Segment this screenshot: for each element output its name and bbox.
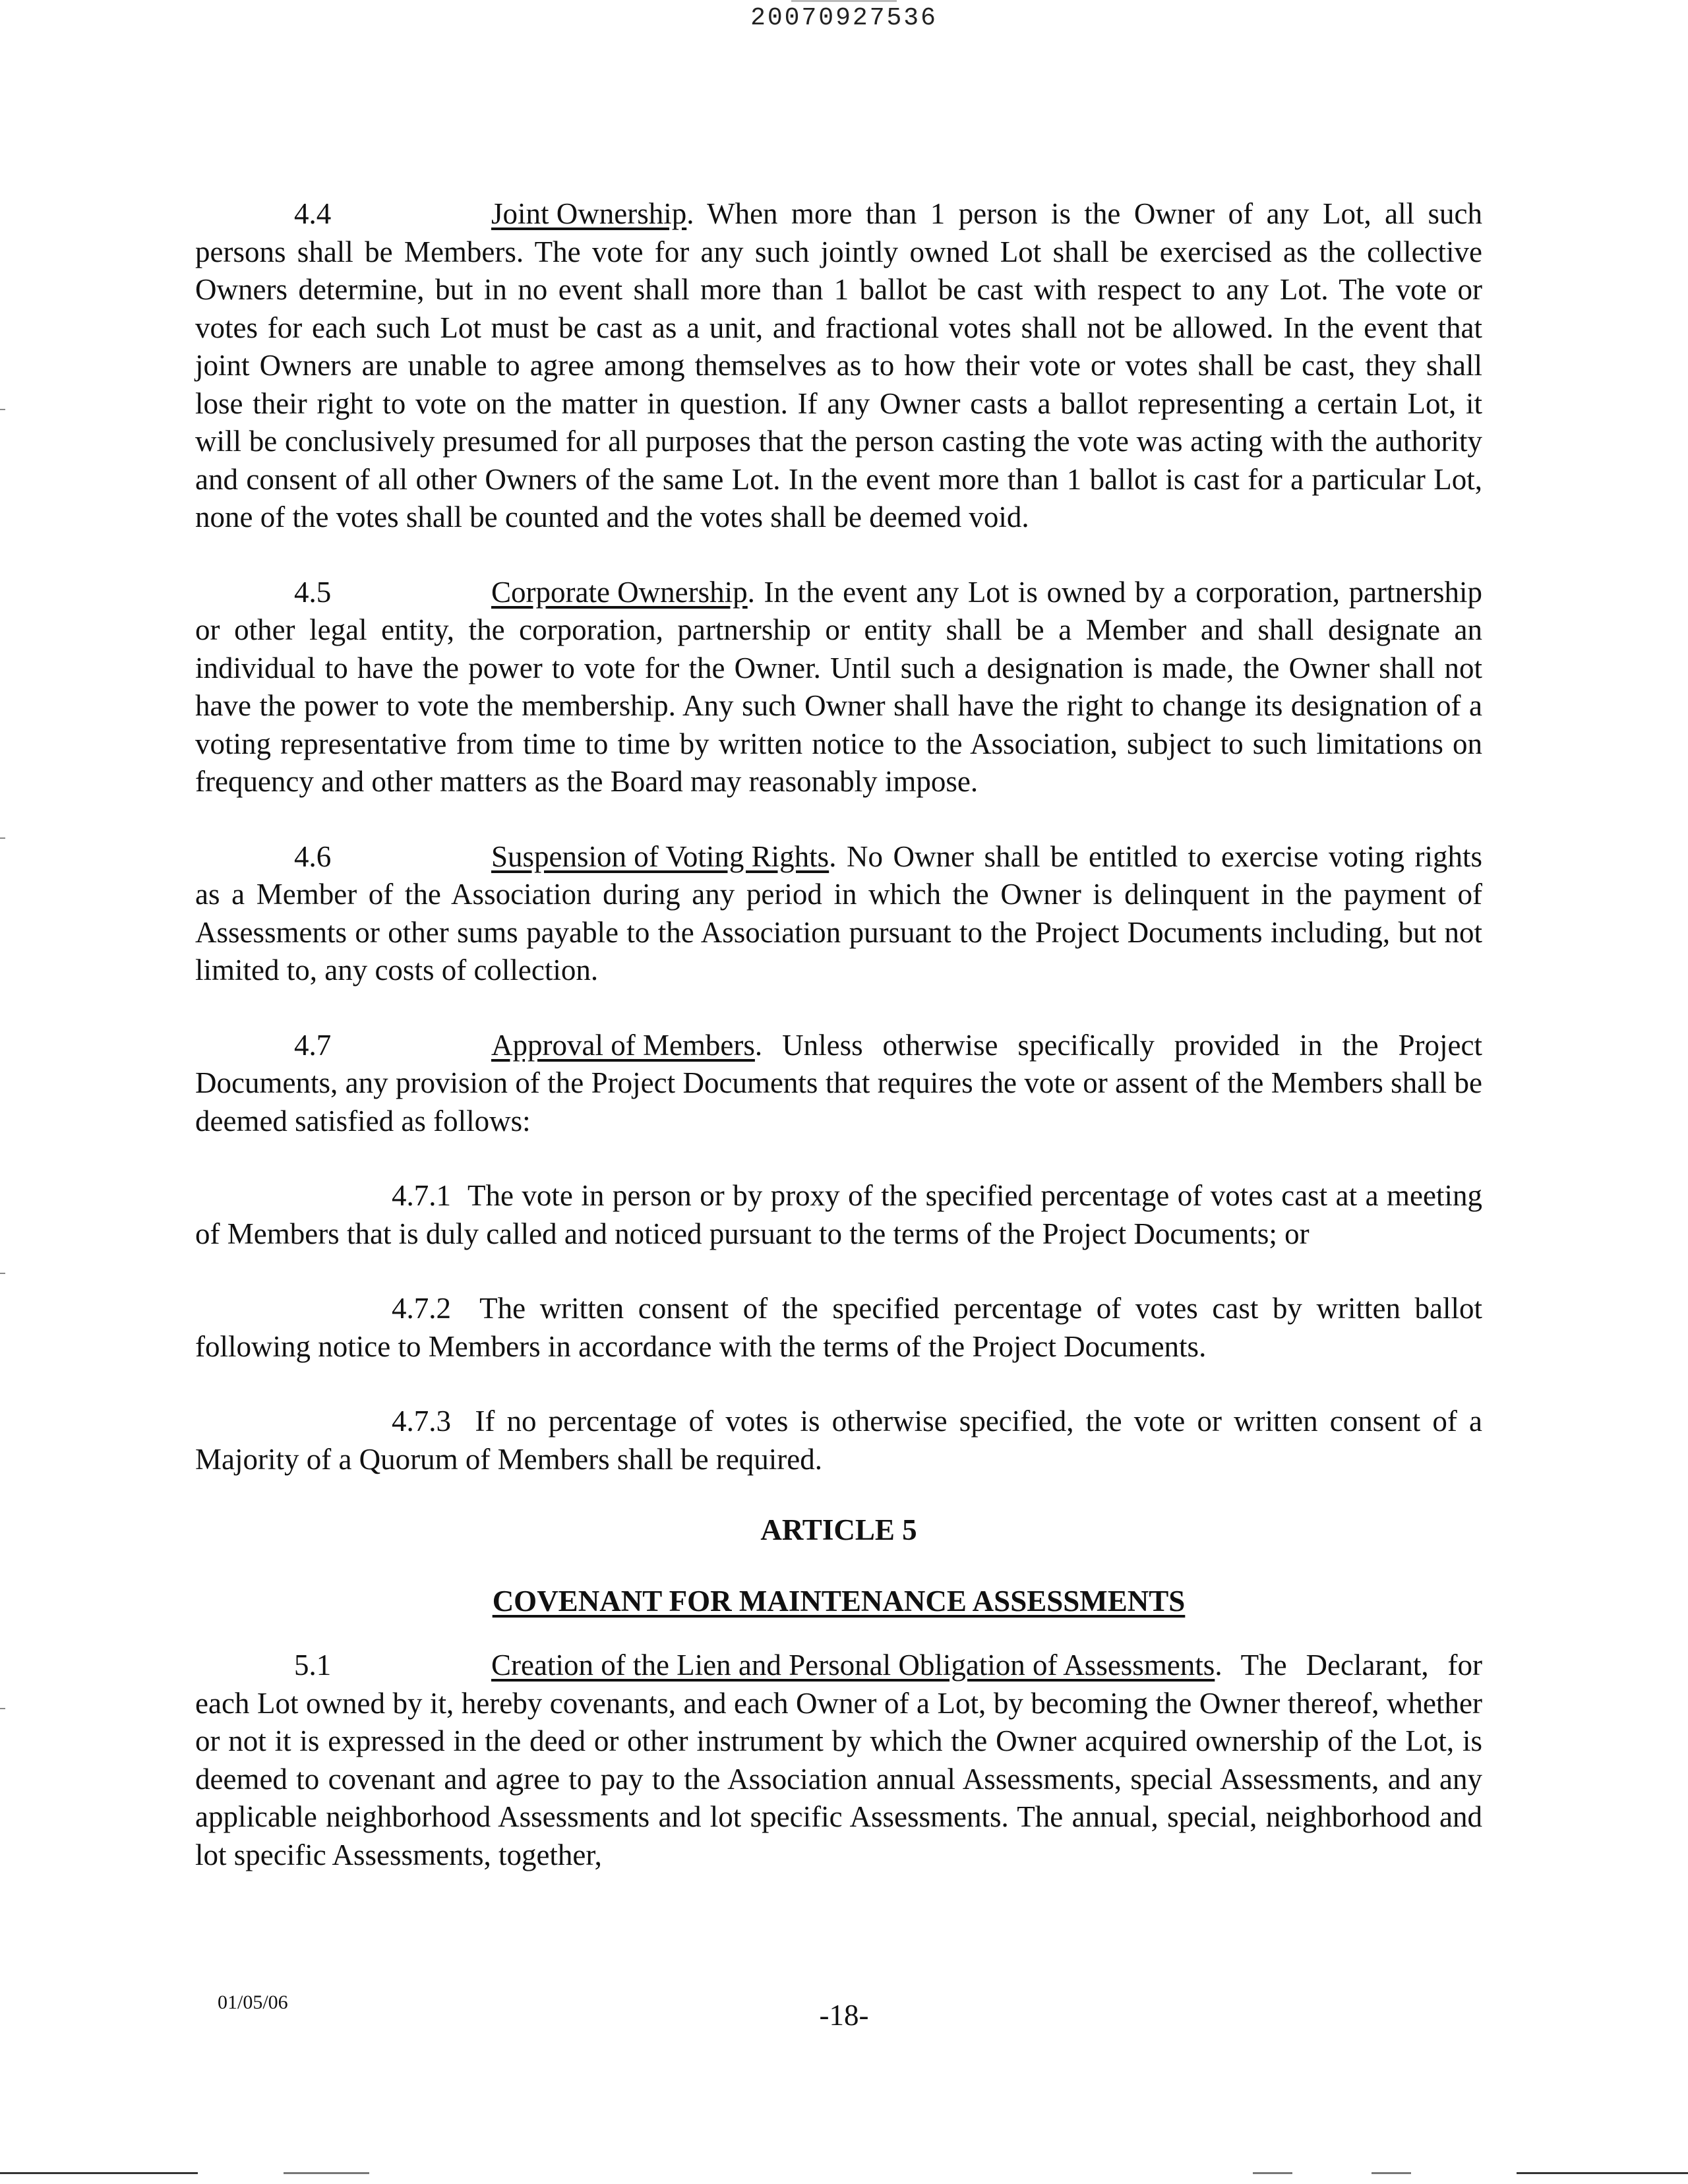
scan-rule <box>284 2172 369 2174</box>
section-text: . When more than 1 person is the Owner of any Lot, all such persons shall be Members. The vote for any such jointly owned Lot shall be exercised as the collective Owners determine, but in no event shall more than 1 ballot be cast with respect to any Lot. The vote or votes for each such Lot must be cast as a unit, and fractional votes shall not be allowed. In the event that joint Owners are unable to agree among themselves as to how their vote or votes shall be cast, they shall lose their right to vote on the matter in question. If any Owner casts a ballot representing a certain Lot, it will be conclusively presumed for all purposes that the person casting the vote was acting with the authority and consent of all other Owners of the same Lot. In the event more than 1 ballot is cast for a particular Lot, none of the votes shall be counted and the votes shall be deemed void. <box>195 197 1482 533</box>
scan-mark <box>791 0 897 2</box>
section-text: . In the event any Lot is owned by a corporation, partnership or other legal entity, the corporation, partnership or entity shall be a Member and shall designate an individual to have the power to vote for the Owner. Until such a designation is made, the Owner shall not have the power to vote the membership. Any such Owner shall have the right to change its designation of a voting representative from time to time by written notice to the Association, subject to such limitations on frequency and other matters as the Board may reasonably impose. <box>195 575 1482 798</box>
section-heading: Joint Ownership <box>491 197 687 230</box>
subsection-4-7-2 <box>195 1290 1482 1366</box>
section-4-5 <box>195 574 1482 801</box>
section-heading: Suspension of Voting Rights <box>491 839 829 873</box>
page-body <box>195 195 1482 1874</box>
scan-mark <box>0 837 5 839</box>
scan-rule <box>1517 2172 1688 2174</box>
subsection-number: 4.7.2 <box>392 1292 451 1325</box>
section-heading: Approval of Members <box>491 1028 755 1062</box>
scan-rule <box>1372 2172 1411 2174</box>
scan-rule <box>0 2172 198 2174</box>
section-text: . No Owner shall be entitled to exercise voting rights as a Member of the Association during any period in which the Owner is delinquent in the payment of Assessments or other sums payable to the Association pursuant to the Project Documents including, but not limited to, any costs of collection. <box>195 839 1482 986</box>
page-number: -18- <box>819 1999 869 2032</box>
footer-date: 01/05/06 <box>218 1991 288 2013</box>
article-title: COVENANT FOR MAINTENANCE ASSESSMENTS <box>492 1584 1186 1618</box>
subsection-text: The written consent of the specified percentage of votes cast by written ballot following notice to Members in accordance with the terms of the Project Documents. <box>195 1292 1483 1363</box>
subsection-number: 4.7.3 <box>392 1405 451 1438</box>
document-number: 20070927536 <box>750 4 938 32</box>
section-text: . Unless otherwise specifically provided in the Project Documents, any provision of the Project Documents that requires the vote or assent of the Members shall be deemed satisfied as follows: <box>195 1028 1482 1138</box>
subsection-4-7-3 <box>195 1403 1482 1478</box>
section-4-4 <box>195 195 1482 537</box>
subsection-text: If no percentage of votes is otherwise specified, the vote or written consent of a Majority of a Quorum of Members shall be required. <box>195 1405 1482 1476</box>
scan-rule <box>1253 2172 1292 2174</box>
section-number: 4.5 <box>294 575 332 609</box>
section-heading: Creation of the Lien and Personal Obligation of Assessments <box>491 1649 1215 1682</box>
scan-mark <box>0 409 5 410</box>
subsection-4-7-1 <box>195 1177 1482 1253</box>
section-5-1 <box>195 1647 1482 1874</box>
section-number: 5.1 <box>294 1649 332 1682</box>
section-4-6 <box>195 838 1482 990</box>
section-number: 4.7 <box>294 1028 332 1062</box>
section-4-7 <box>195 1027 1482 1141</box>
section-heading: Corporate Ownership <box>491 575 748 609</box>
section-number: 4.6 <box>294 839 332 873</box>
scan-mark <box>0 1708 5 1709</box>
section-number: 4.4 <box>294 197 332 230</box>
subsection-text: The vote in person or by proxy of the specified percentage of votes cast at a meeting of Members that is duly called and noticed pursuant to the terms of the Project Documents; or <box>195 1179 1483 1250</box>
subsection-number: 4.7.1 <box>392 1179 451 1212</box>
scan-mark <box>0 1273 5 1274</box>
article-label: ARTICLE 5 <box>760 1513 917 1546</box>
section-text: . The Declarant, for each Lot owned by it, hereby covenants, and each Owner of a Lot, by becoming the Owner thereof, whether or not it is expressed in the deed or other instrument by which the Owner acquired ownership of the Lot, is deemed to covenant and agree to pay to the Association annual Assessments, special Assessments, and any applicable neighborhood Assessments and lot specific Assessments. The annual, special, neighborhood and lot specific Assessments, together, <box>195 1649 1482 1871</box>
